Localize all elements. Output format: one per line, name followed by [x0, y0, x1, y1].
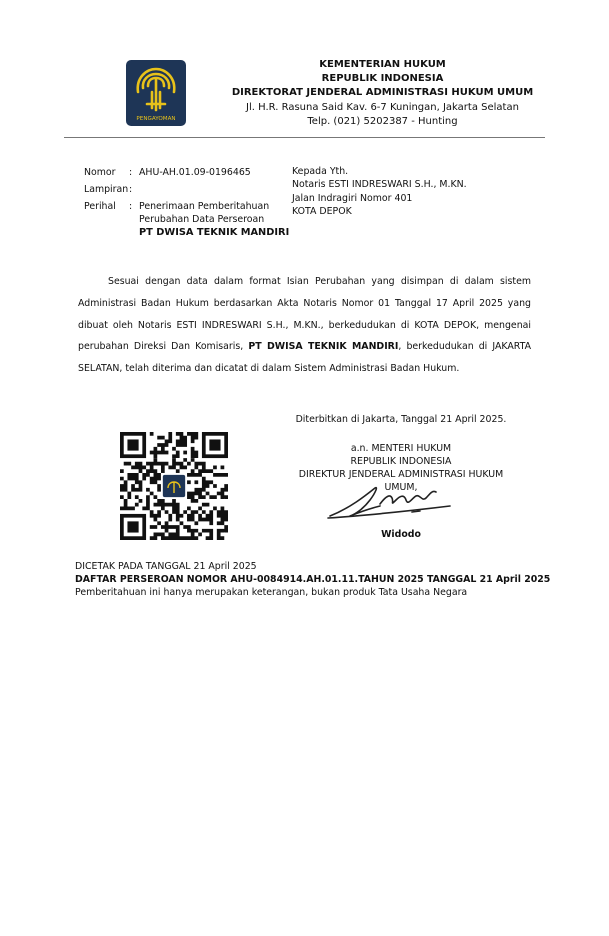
colon: :	[129, 184, 133, 195]
recipient-salutation: Kepada Yth.	[292, 166, 349, 177]
recipient-name: Notaris ESTI INDRESWARI S.H., M.KN.	[292, 179, 467, 191]
perihal-company: PT DWISA TEKNIK MANDIRI	[139, 227, 290, 238]
perihal-row	[84, 200, 309, 239]
disclaimer-note: Pemberitahuan ini hanya merupakan keterangan, bukan produk Tata Usaha Negara	[75, 587, 468, 598]
footer-notes	[75, 560, 550, 599]
nomor-row	[84, 166, 309, 179]
header-divider	[64, 137, 545, 138]
directorate-name: DIREKTORAT JENDERAL ADMINISTRASI HUKUM UMUM	[231, 87, 534, 99]
letter-metadata	[84, 166, 309, 239]
lampiran-value	[139, 183, 309, 196]
recipient-street: Jalan Indragiri Nomor 401	[292, 192, 413, 204]
perihal-label: Perihal	[84, 201, 116, 212]
handwritten-signature	[320, 478, 470, 522]
body-company: PT DWISA TEKNIK MANDIRI	[248, 341, 399, 353]
perihal-line-2: Perubahan Data Perseroan	[139, 214, 265, 225]
perihal-value	[139, 200, 309, 239]
ministry-logo	[126, 60, 186, 126]
office-phone: Telp. (021) 5202387 - Hunting	[307, 115, 458, 127]
lampiran-row	[84, 183, 309, 196]
body-text-1: Sesuai dengan data dalam format Isian Perubahan yang disimpan di dalam sistem Administrasi Badan Hukum berdasarkan Akta Notaris Nomor 01 Tanggal 17 April 2025 yang dibuat oleh Notaris ESTI INDRESWARI S.H., M.KN., berkedudukan di KOTA DEPOK, mengenai perubahan Direksi Dan Komisaris,	[78, 276, 531, 353]
issued-place-date: Diterbitkan di Jakarta, Tanggal 21 April 2025.	[295, 414, 507, 425]
country-name: REPUBLIK INDONESIA	[321, 73, 444, 85]
nomor-label: Nomor	[84, 167, 116, 178]
recipient-address	[292, 165, 467, 218]
on-behalf-of: a.n. MENTERI HUKUM	[350, 443, 452, 454]
letter-body	[78, 271, 531, 380]
letterhead	[210, 58, 555, 129]
body-text-2: , berkedudukan di JAKARTA SELATAN, telah diterima dan dicatat di dalam Sistem Administrasi Badan Hukum.	[78, 341, 532, 375]
signatory-position: DIREKTUR JENDERAL ADMINISTRASI HUKUM UMUM,	[298, 469, 504, 493]
signatory-name: Widodo	[381, 529, 421, 540]
perihal-line-1: Penerimaan Pemberitahuan	[139, 201, 270, 212]
printed-date: DICETAK PADA TANGGAL 21 April 2025	[75, 561, 257, 572]
signatory-country: REPUBLIK INDONESIA	[350, 456, 452, 467]
register-number: DAFTAR PERSEROAN NOMOR AHU-0084914.AH.01.11.TAHUN 2025 TANGGAL 21 April 2025	[75, 574, 551, 585]
colon: :	[129, 201, 133, 212]
qr-code	[120, 432, 228, 540]
recipient-city: KOTA DEPOK	[292, 205, 352, 217]
lampiran-label: Lampiran	[84, 184, 129, 195]
logo-text: PENGAYOMAN	[136, 116, 176, 122]
ministry-name: KEMENTERIAN HUKUM	[319, 59, 446, 70]
office-address: Jl. H.R. Rasuna Said Kav. 6-7 Kuningan, Jakarta Selatan	[246, 101, 519, 113]
colon: :	[129, 167, 133, 178]
nomor-value: AHU-AH.01.09-0196465	[139, 167, 251, 178]
